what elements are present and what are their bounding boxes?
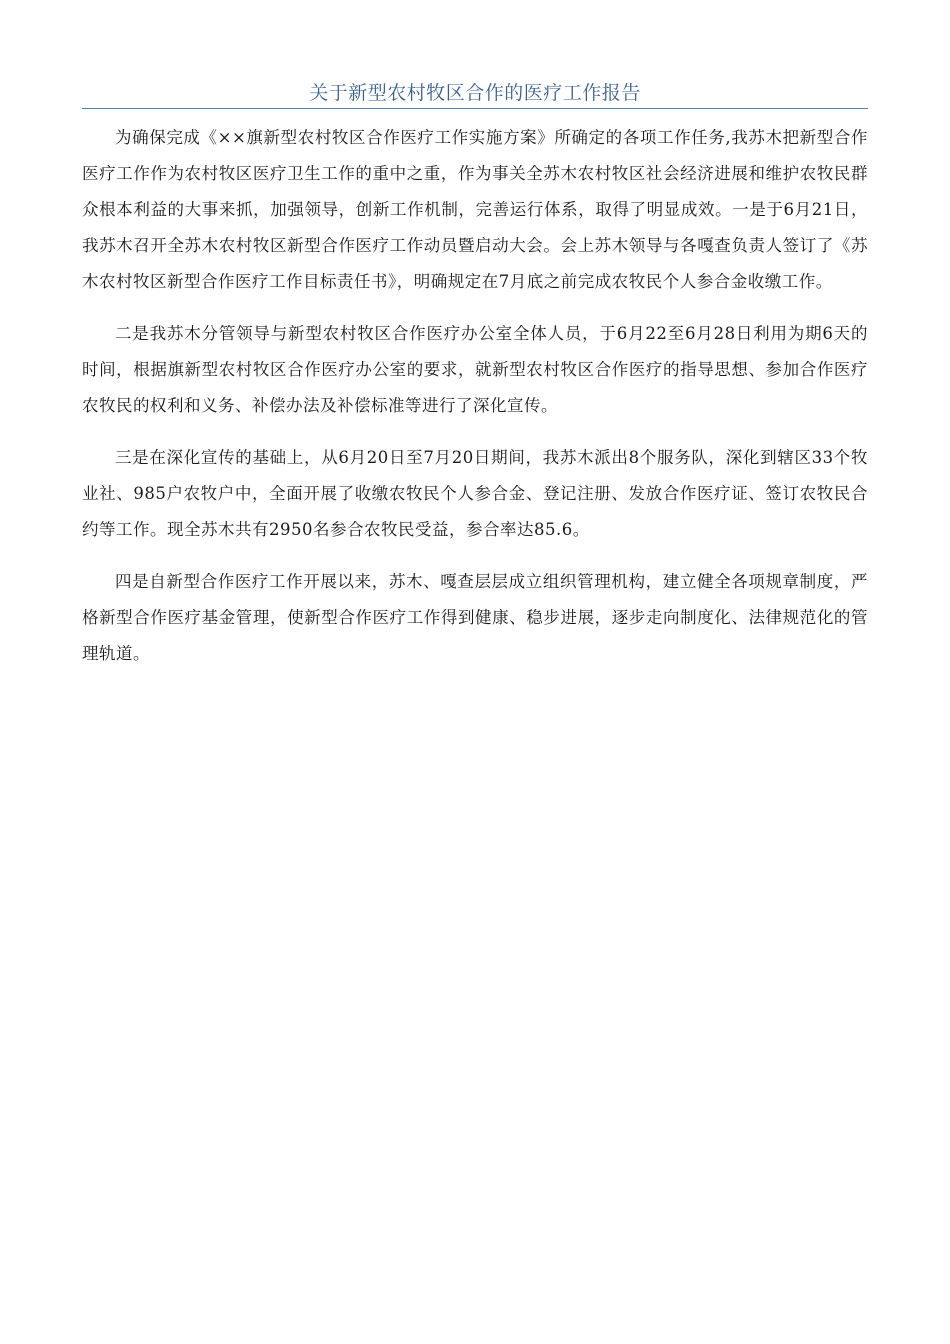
paragraph-1: 为确保完成《××旗新型农村牧区合作医疗工作实施方案》所确定的各项工作任务,我苏木把新型合作医疗工作作为农村牧区医疗卫生工作的重中之重，作为事关全苏木农村牧区社会经济进展和维护农牧民群众根本利益的大事来抓，加强领导，创新工作机制，完善运行体系，取得了明显成效。一是于6月21日，我苏木召开全苏木农村牧区新型合作医疗工作动员暨启动大会。会上苏木领导与各嘎查负责人签订了《苏木农村牧区新型合作医疗工作目标责任书》，明确规定在7月底之前完成农牧民个人参合金收缴工作。: [82, 128, 868, 291]
paragraph-3: 三是在深化宣传的基础上，从6月20日至7月20日期间，我苏木派出8个服务队，深化到辖区33个牧业社、985户农牧户中，全面开展了收缴农牧民个人参合金、登记注册、发放合作医疗证、签订农牧民合约等工作。现全苏木共有2950名参合农牧民受益，参合率达85.6。: [82, 448, 868, 539]
paragraph-4: 四是自新型合作医疗工作开展以来，苏木、嘎查层层成立组织管理机构，建立健全各项规章制度，严格新型合作医疗基金管理，使新型合作医疗工作得到健康、稳步进展，逐步走向制度化、法律规范化的管理轨道。: [82, 572, 868, 663]
document-body: [82, 120, 868, 688]
document-header: [82, 78, 868, 109]
paragraph-2: 二是我苏木分管领导与新型农村牧区合作医疗办公室全体人员，于6月22至6月28日利用为期6天的时间，根据旗新型农村牧区合作医疗办公室的要求，就新型农村牧区合作医疗的指导思想、参加合作医疗农牧民的权利和义务、补偿办法及补偿标准等进行了深化宣传。: [82, 324, 868, 415]
document-title: 关于新型农村牧区合作的医疗工作报告: [309, 82, 641, 104]
